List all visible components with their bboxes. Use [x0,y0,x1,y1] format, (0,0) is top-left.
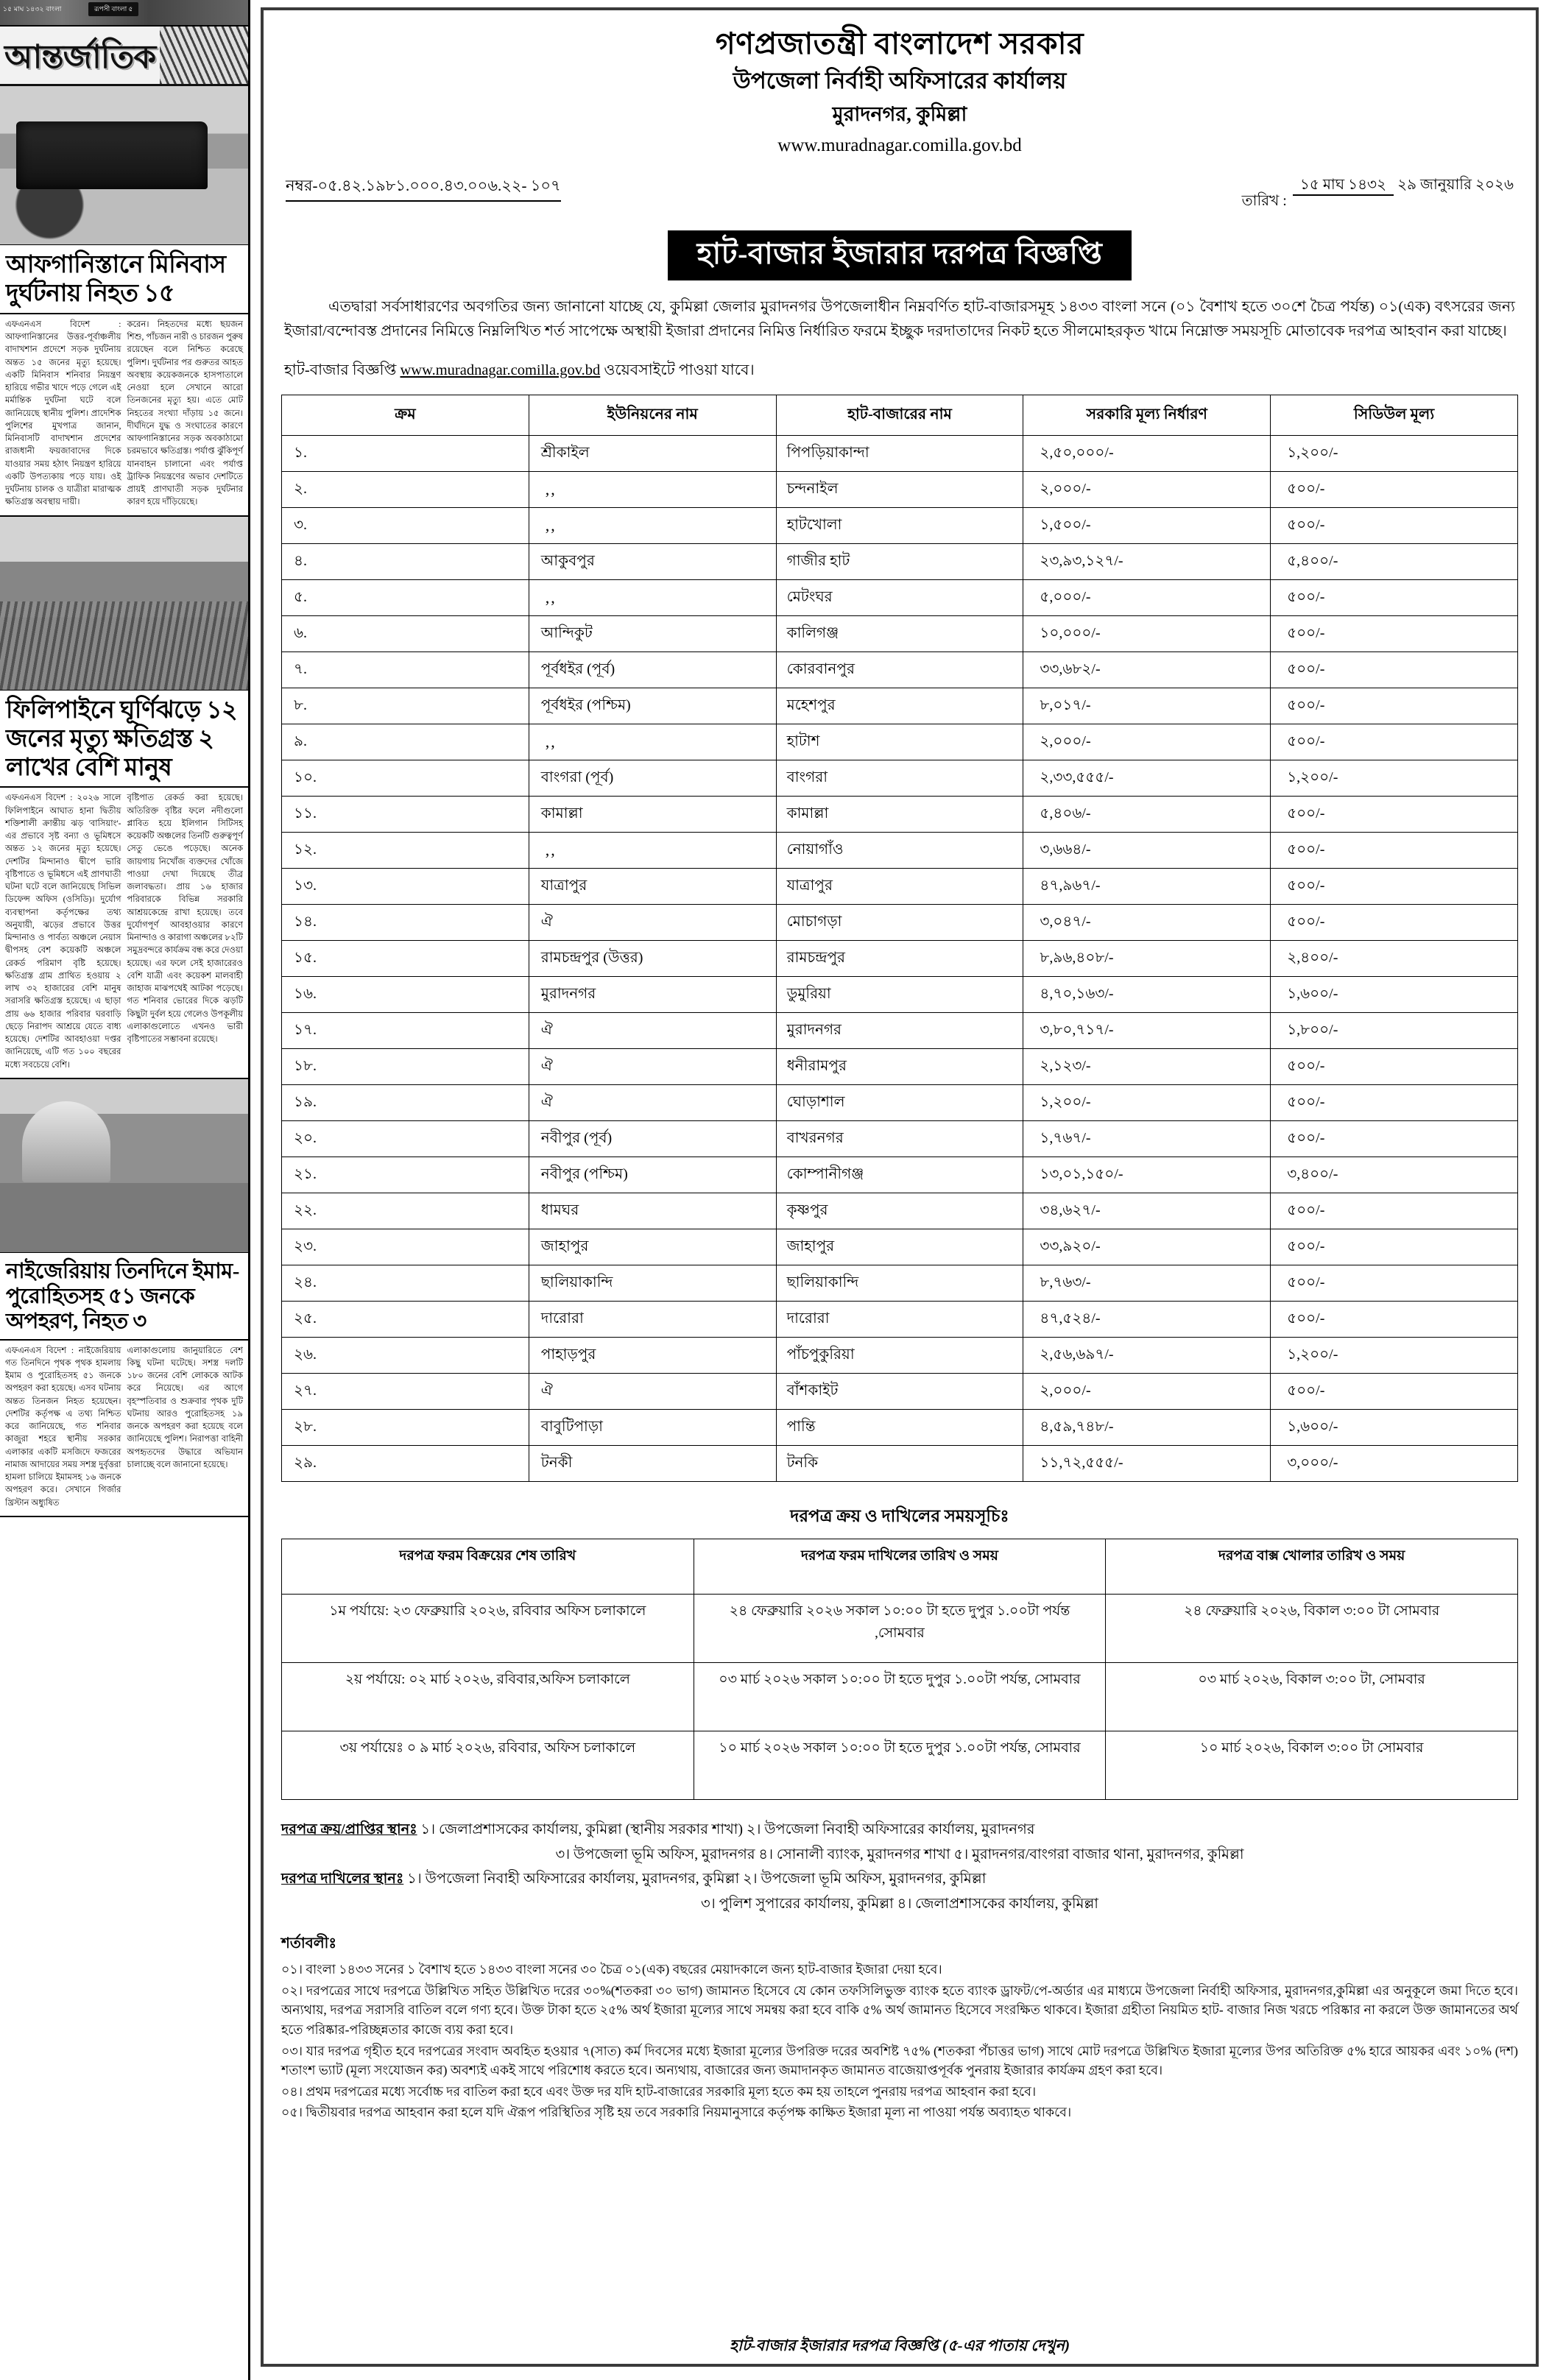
schedule-cell-submission-datetime: ০৩ মার্চ ২০২৬ সকাল ১০:০০ টা হতে দুপুর ১.০০টা পর্যন্ত, সোমবার [694,1663,1106,1731]
memo-date-gregorian: ২৯ জানুয়ারি ২০২৬ [1397,176,1514,193]
table-header-row [282,395,1518,436]
schedule-cell-sale-last-date: ১ম পর্যায়ে: ২৩ ফেব্রুয়ারি ২০২৬, রবিবার অফিস চলাকালে [282,1595,694,1663]
cell-schedule-price: ৩,০০০/- [1271,1446,1518,1482]
cell-serial: ২৪. [282,1265,529,1302]
cell-serial: ২. [282,472,529,508]
table-row [282,1157,1518,1193]
news-photo-3 [0,1079,248,1253]
news-body-3-col-1: এফএনএস বিদেশ : নাইজেরিয়ায় গত তিনদিনে পৃথক পৃথক হামলায় ইমাম ও পুরোহিতসহ ৫১ জনকে অপহরণ করা হয়েছে। এসব ঘটনায় অন্তত তিনজন নিহত হয়েছেন। দেশটির কর্তৃপক্ষ এ তথ্য নিশ্চিত করে জানিয়েছে, গত শনিবার কাজুরা শহরে স্থানীয় সরকার এলাকার একটি মসজিদে ফজরের নামাজ আদায়ের সময় সশস্ত্র দুর্বৃত্তরা হামলা চালিয়ে ইমামসহ ১৬ জনকে অপহরণ করে। সেখানে গির্জার খ্রিস্টান অধ্যুষিত [5,1346,121,1508]
schedule-cell-sale-last-date: ২য় পর্যায়ে: ০২ মার্চ ২০২৬, রবিবার,অফিস চলাকালে [282,1663,694,1731]
cell-govt-price: ৮,৯৬,৪০৮/- [1023,941,1271,977]
cell-govt-price: ৪৭,৯৬৭/- [1023,869,1271,905]
cell-schedule-price: ১,৮০০/- [1271,1013,1518,1049]
cell-union: জাহাপুর [529,1229,776,1265]
cell-bazar: কালিগঞ্জ [776,616,1023,652]
submit-places-label: দরপত্র দাখিলের স্থানঃ [281,1871,404,1888]
cell-bazar: যাত্রাপুর [776,869,1023,905]
schedule-table-body [282,1595,1518,1800]
news-body-2 [0,788,248,1079]
table-row [282,580,1518,616]
cell-bazar: টনকি [776,1446,1023,1482]
cell-union: ,, [529,508,776,544]
cell-bazar: হাটখোলা [776,508,1023,544]
news-body-3 [0,1341,248,1517]
buy-places-text-1: ১। জেলাপ্রশাসকের কার্যালয়, কুমিল্লা (স্থানীয় সরকার শাখা) ২। উপজেলা নিবাহী অফিসারের কার্যালয়, মুরাদনগর [420,1822,1035,1838]
cell-union: ,, [529,580,776,616]
cell-bazar: জাহাপুর [776,1229,1023,1265]
cell-bazar: দারোরা [776,1302,1023,1338]
cell-serial: ১০. [282,760,529,797]
schedule-cell-submission-datetime: ১০ মার্চ ২০২৬ সকাল ১০:০০ টা হতে দুপুর ১.০০টা পর্যন্ত, সোমবার [694,1731,1106,1800]
cell-govt-price: ২,৫৬,৬৯৭/- [1023,1338,1271,1374]
news-headline-1: আফগানিস্তানে মিনিবাস দুর্ঘটনায় নিহত ১৫ [0,245,248,314]
cell-schedule-price: ২,৪০০/- [1271,941,1518,977]
conditions-heading: শর্তাবলীঃ [281,1935,337,1952]
government-header [281,24,1518,162]
table-row [282,1013,1518,1049]
cell-govt-price: ৮,৭৬৩/- [1023,1265,1271,1302]
buy-places-line-1 [281,1818,1518,1843]
cell-serial: ৭. [282,652,529,688]
cell-govt-price: ৫,৪০৬/- [1023,797,1271,833]
th-govt-price: সরকারি মূল্য নির্ধারণ [1023,395,1271,436]
govt-website-url[interactable]: www.muradnagar.comilla.gov.bd [777,135,1022,156]
cell-bazar: পিপড়িয়াকান্দা [776,436,1023,472]
cell-union: ঐ [529,905,776,941]
th-form-submission-date: দরপত্র ফরম দাখিলের তারিখ ও সময় [694,1539,1106,1595]
news-body-1-col-1: এফএনএস বিদেশ : আফগানিস্তানের উত্তর-পূর্বাঞ্চলীয় বাদাখশান প্রদেশে সড়ক দুর্ঘটনায় অন্তত ১৫ জনের মৃত্যু হয়েছে। একটি মিনিবাস শনিবার নিয়ন্ত্রণ হারিয়ে গভীর খাদে পড়ে গেলে এই মর্মান্তিক দুর্ঘটনা ঘটে বলে জানিয়েছে স্থানীয় পুলিশ। প্রাদেশিক পুলিশের মুখপাত্র জানান, মিনিবাসটি বাদাখশান প্রদেশের রাজধানী ফয়জাবাদের দিকে যাওয়ার সময় হঠাৎ নিয়ন্ত্রণ হারিয়ে একটি উপত্যকায় পড়ে যায়। ওই দুর্ঘটনায় চালক ও যাত্রীরা মারাত্মক ক্ষতিগ্রস্ত অবস্থায় দায়ী। [5,319,121,507]
condition-item: ০৪। প্রথম দরপত্রের মধ্যে সর্বোচ্চ দর বাতিল করা হবে এবং উক্ত দর যদি হাট-বাজারের সরকারি মূল্য হতে কম হয় তাহলে পুনরায় দরপত্র আহবান করা হবে। [281,2083,1037,2099]
cell-union: ধামঘর [529,1193,776,1229]
cell-bazar: ঘোড়াশাল [776,1085,1023,1121]
schedule-table-head [282,1539,1518,1595]
cell-bazar: ধনীরামপুর [776,1049,1023,1085]
cell-schedule-price: ৫০০/- [1271,833,1518,869]
schedule-cell-sale-last-date: ৩য় পর্যায়েঃ ০ ৯ মার্চ ২০২৬, রবিবার, অফিস চলাকালে [282,1731,694,1800]
condition-item: ০১। বাংলা ১৪৩৩ সনের ১ বৈশাখ হতে ১৪৩৩ বাংলা সনের ৩০ চৈত্র ০১(এক) বছরের মেয়াদকালে জন্য হাট-বাজার ইজারা দেয়া হবে। [281,1962,942,1977]
table-row [282,869,1518,905]
cell-serial: ২৮. [282,1410,529,1446]
cell-schedule-price: ৫০০/- [1271,1085,1518,1121]
buy-places-label: দরপত্র ক্রয়/প্রাপ্তির স্থানঃ [281,1822,417,1838]
schedule-cell-opening-datetime: ২৪ ফেব্রুয়ারি ২০২৬, বিকাল ৩:০০ টা সোমবার [1106,1595,1518,1663]
cell-serial: ২৬. [282,1338,529,1374]
cell-union: যাত্রাপুর [529,869,776,905]
table-row [282,941,1518,977]
cell-union: কামাল্লা [529,797,776,833]
cell-union: নবীপুর (পশ্চিম) [529,1157,776,1193]
cell-schedule-price: ৫০০/- [1271,724,1518,760]
news-body-2-col-2: বৃষ্টিপাত রেকর্ড করা হয়েছে। অতিরিক্ত বৃষ্টির ফলে নদীগুলো প্লাবিত হয়ে ইলিগান সিটিসহ কয়েকটি অঞ্চলের তিনটি গুরুত্বপূর্ণ সেতু ভেঙে পড়েছে। অনেক জায়গায় নিখোঁজ ব্যক্তদের খোঁজে পাওয়া দেখা দিয়েছে তীব্র জলাবদ্ধতা। প্রায় ১৬ হাজার পরিবারকে বিভিন্ন সরকারি আশ্রয়কেন্দ্রে রাখা হয়েছে। তবে দুর্যোগপূর্ণ আবহাওয়ার কারণে মিনান্দাও ও কারাগা অঞ্চলের ৮২টি সমুদ্রবন্দরে কার্যক্রম বন্ধ করে দেওয়া হয়েছে। এর ফলে সেই হাজারেরও বেশি যাত্রী এবং কয়েকশ মালবাহী জাহাজ মাঝপথেই আটকা পড়েছে। গত শনিবার ভোরের দিকে ঝড়টি কিছুটা দুর্বল হয়ে গেলেও উপকূলীয় এলাকাগুলোতে এখনও ভারী বৃষ্টিপাতের সম্ভাবনা রয়েছে। [127,794,243,1045]
cell-bazar: মোচাগড়া [776,905,1023,941]
cell-govt-price: ১৩,০১,১৫০/- [1023,1157,1271,1193]
cell-govt-price: ২,০০০/- [1023,1374,1271,1410]
table-row [282,1193,1518,1229]
cell-schedule-price: ১,৬০০/- [1271,977,1518,1013]
schedule-row [282,1731,1518,1800]
cell-bazar: কোম্পানীগঞ্জ [776,1157,1023,1193]
cell-union: ,, [529,833,776,869]
cell-govt-price: ৮,০১৭/- [1023,688,1271,724]
schedule-header-row [282,1539,1518,1595]
submit-places-text-1: ১। উপজেলা নিবাহী অফিসারের কার্যালয়, মুরাদনগর, কুমিল্লা ২। উপজেলা ভূমি অফিস, মুরাদনগর, কুমিল্লা [407,1871,987,1888]
cell-serial: ১৩. [282,869,529,905]
table-row [282,472,1518,508]
cell-govt-price: ২,৫০,০০০/- [1023,436,1271,472]
news-photo-1 [0,86,248,245]
cell-schedule-price: ৫,৪০০/- [1271,544,1518,580]
cell-schedule-price: ৫০০/- [1271,1265,1518,1302]
tender-notice-box [261,7,1539,2367]
th-form-sale-last-date: দরপত্র ফরম বিক্রয়ের শেষ তারিখ [282,1539,694,1595]
cell-govt-price: ১,৫০০/- [1023,508,1271,544]
submit-places-line-2: ৩। পুলিশ সুপারের কার্যালয়, কুমিল্লা ৪। জেলাপ্রশাসকের কার্যালয়, কুমিল্লা [701,1896,1098,1912]
cell-schedule-price: ৩,৪০০/- [1271,1157,1518,1193]
news-body-1-col-2: করেন। নিহতদের মধ্যে ছয়জন শিশু, পাঁচজন নারী ও চারজন পুরুষ রয়েছেন বলে নিশ্চিত করেছে পুলিশ। দুর্ঘটনার পর গুরুতর আহত অবস্থায় কয়েকজনকে হাসপাতালে নেওয়া হলে সেখানে আরো তিনজনের মৃত্যু হয়। এতে মোট নিহতের সংখ্যা দাঁড়ায় ১৫ জনে। দীর্ঘদিনে যুদ্ধ ও সংঘাতের কারণে আফগানিস্তানের সড়ক অবকাঠামো চরমভাবে ক্ষতিগ্রস্ত। পর্যাপ্ত ঝুঁকিপূর্ণ যানবাহন চালানো এবং পর্যাপ্ত ট্রাফিক নিয়ন্ত্রণের অভাব দেশটিতে প্রায়ই প্রাণঘাতী সড়ক দুর্ঘটনার কারণ হয়ে দাঁড়িয়েছে। [127,319,243,507]
table-row [282,616,1518,652]
cell-union: পাহাড়পুর [529,1338,776,1374]
cell-schedule-price: ৫০০/- [1271,1374,1518,1410]
cell-schedule-price: ৫০০/- [1271,580,1518,616]
cell-serial: ৪. [282,544,529,580]
cell-union: বাংগরা (পূর্ব) [529,760,776,797]
submit-places-line-1 [281,1867,1518,1892]
cell-union: আন্দিকুট [529,616,776,652]
cell-schedule-price: ৫০০/- [1271,652,1518,688]
cell-serial: ৬. [282,616,529,652]
th-union-name: ইউনিয়নের নাম [529,395,776,436]
schedule-cell-opening-datetime: ০৩ মার্চ ২০২৬, বিকাল ৩:০০ টা, সোমবার [1106,1663,1518,1731]
cell-bazar: হাটাশ [776,724,1023,760]
cell-serial: ২৫. [282,1302,529,1338]
cell-union: পূর্বধইর (পশ্চিম) [529,688,776,724]
cell-schedule-price: ৫০০/- [1271,616,1518,652]
masthead-page-chip: রূপসী বাংলা ৫ [88,2,138,16]
cell-schedule-price: ৫০০/- [1271,1229,1518,1265]
cell-bazar: কোরবানপুর [776,652,1023,688]
cell-bazar: ডুমুরিয়া [776,977,1023,1013]
cell-govt-price: ৪,৫৯,৭৪৮/- [1023,1410,1271,1446]
conditions-list [281,1960,1518,2122]
buy-places-line-2: ৩। উপজেলা ভূমি অফিস, মুরাদনগর ৪। সোনালী ব্যাংক, মুরাদনগর শাখা ৫। মুরাদনগর/বাংগরা বাজার থানা, মুরাদনগর, কুমিল্লা [555,1846,1244,1862]
th-box-opening-date: দরপত্র বাক্স খোলার তারিখ ও সময় [1106,1539,1518,1595]
hat-bazar-table-head [282,395,1518,436]
hat-bazar-table [281,395,1518,1482]
flags-decoration-icon [160,27,248,84]
cell-govt-price: ৪,৭০,১৬৩/- [1023,977,1271,1013]
memo-number: নম্বর-০৫.৪২.১৯৮১.০০০.৪৩.০০৬.২২- ১০৭ [286,174,561,202]
cell-govt-price: ২,০০০/- [1023,724,1271,760]
table-row [282,724,1518,760]
cell-govt-price: ৪৭,৫২৪/- [1023,1302,1271,1338]
table-row [282,977,1518,1013]
memo-row [281,174,1518,214]
cell-union: ঐ [529,1013,776,1049]
cell-govt-price: ১,৭৬৭/- [1023,1121,1271,1157]
condition-item: ০৫। দ্বিতীয়বার দরপত্র আহবান করা হলে যদি ঐরূপ পরিস্থিতির সৃষ্টি হয় তবে সরকারি নিয়মানুসারে কর্তৃপক্ষ কাক্ষিত ইজারা মূল্য না পাওয়া পর্যন্ত অব্যাহত থাকবে। [281,2105,1072,2120]
schedule-row [282,1595,1518,1663]
table-row [282,1302,1518,1338]
cell-bazar: নোয়াগাঁও [776,833,1023,869]
news-body-3-col-2: এলাকাগুলোয় জানুয়ারিতে বেশ কিছু ঘটনা ঘটেছে। সশস্ত্র দলটি ১৮০ জনের বেশি লোককে আটক করে নিয়েছে। এর আগে বৃহস্পতিবার ও শুক্রবার পৃথক দুটি ঘটনায় আরও পুরোহিতসহ ১৯ জনকে অপহরণ করা হয়েছে বলে জানিয়েছে পুলিশ। নিরাপত্তা বাহিনী অপহৃতদের উদ্ধারে অভিযান চালাচ্ছে বলে জানানো হয়েছে। [127,1346,243,1469]
cell-serial: ১৫. [282,941,529,977]
table-row [282,1374,1518,1410]
cell-serial: ১১. [282,797,529,833]
intro-text: এতদ্বারা সর্বসাধারণের অবগতির জন্য জানানো যাচ্ছে যে, কুমিল্লা জেলার মুরাদনগর উপজেলাধীন নিম্নবর্ণিত হাট-বাজারসমূহ ১৪৩৩ বাংলা সনে (০১ বৈশাখ হতে ৩০শে চৈত্র পর্যন্ত) ০১(এক) বৎসরের জন্য ইজারা/বন্দোবস্ত প্রদানের নিমিত্তে নিম্নলিখিত শর্ত সাপেক্ষে অস্থায়ী ইজারা প্রদানের নিমিত্ত নির্ধারিত ফরমে ইচ্ছুক দরদাতাদের নিকট হতে সীলমোহরকৃত খামে নিম্নোক্ত সময়সূচি মোতাবেক দরপত্র আহবান করা যাচ্ছে। [284,298,1515,339]
cell-serial: ২৯. [282,1446,529,1482]
cell-govt-price: ২৩,৯৩,১২৭/- [1023,544,1271,580]
condition-item: ০৩। যার দরপত্র গৃহীত হবে দরপত্রের সংবাদ অবহিত হওয়ার ৭(সাত) কর্ম দিবসের মধ্যে ইজারা মূল্যের উপরিক্ত দরের অবশিষ্ট ৭৫% (শতকরা পঁচাত্তর ভাগ) সাথে মোট দরপত্রে উল্লিখিত ইজারা মূল্যের উপর অতিরিক্ত ৫% হারে আয়কর এবং ১০% (দশ) শতাংশ ভ্যাট (মূল্য সংযোজন কর) অবশ্যই একই সাথে পরিশোধ করতে হবে। অন্যথায়, বাজারের জন্য জমাদানকৃত জামানত বাজেয়াপ্তপূর্বক পুনরায় ইজারার কার্যক্রম গ্রহণ করা হবে। [281,2043,1518,2078]
cell-union: দারোরা [529,1302,776,1338]
cell-govt-price: ৫,০০০/- [1023,580,1271,616]
cell-serial: ১৯. [282,1085,529,1121]
cell-union: ,, [529,472,776,508]
cell-schedule-price: ৫০০/- [1271,472,1518,508]
cell-serial: ৩. [282,508,529,544]
cell-schedule-price: ৫০০/- [1271,797,1518,833]
memo-date-stack [1293,174,1514,198]
cell-union: মুরাদনগর [529,977,776,1013]
cell-union: টনকী [529,1446,776,1482]
cell-govt-price: ৩,৬৬৪/- [1023,833,1271,869]
cell-union: নবীপুর (পূর্ব) [529,1121,776,1157]
table-row [282,544,1518,580]
cell-schedule-price: ৫০০/- [1271,1302,1518,1338]
cell-serial: ২২. [282,1193,529,1229]
cell-govt-price: ৩৩,৬৮২/- [1023,652,1271,688]
schedule-section-title: দরপত্র ক্রয় ও দাখিলের সময়সূচিঃ [790,1507,1009,1526]
cell-govt-price: ২,১২৩/- [1023,1049,1271,1085]
govt-title-line-3: মুরাদনগর, কুমিল্লা [832,102,967,125]
cell-union: শ্রীকাইল [529,436,776,472]
cell-bazar: মহেশপুর [776,688,1023,724]
cell-union: আকুবপুর [529,544,776,580]
cell-schedule-price: ৫০০/- [1271,508,1518,544]
cell-serial: ২৭. [282,1374,529,1410]
cell-serial: ২১. [282,1157,529,1193]
cell-bazar: বাখরনগর [776,1121,1023,1157]
news-headline-3: নাইজেরিয়ায় তিনদিনে ইমাম-পুরোহিতসহ ৫১ জনকে অপহরণ, নিহত ৩ [0,1253,248,1341]
cell-bazar: চন্দনাইল [776,472,1023,508]
news-photo-2 [0,517,248,691]
schedule-table [281,1539,1518,1800]
table-row [282,1229,1518,1265]
masthead-bar [0,0,248,27]
cell-govt-price: ১০,০০০/- [1023,616,1271,652]
table-row [282,688,1518,724]
cell-schedule-price: ৫০০/- [1271,1121,1518,1157]
table-row [282,833,1518,869]
cell-schedule-price: ১,২০০/- [1271,436,1518,472]
notice-title-banner: হাট-বাজার ইজারার দরপত্র বিজ্ঞপ্তি [668,230,1132,280]
places-section [281,1818,1518,1916]
cell-schedule-price: ৫০০/- [1271,1193,1518,1229]
advertisement-column [250,0,1549,2380]
cell-schedule-price: ১,৬০০/- [1271,1410,1518,1446]
cell-union: রামচন্দ্রপুর (উত্তর) [529,941,776,977]
govt-title-line-2: উপজেলা নির্বাহী অফিসারের কার্যালয় [733,68,1067,94]
cell-schedule-price: ১,২০০/- [1271,1338,1518,1374]
cell-bazar: মুরাদনগর [776,1013,1023,1049]
table-row [282,1121,1518,1157]
table-row [282,1446,1518,1482]
cell-govt-price: ৩৪,৬২৭/- [1023,1193,1271,1229]
cell-serial: ২৩. [282,1229,529,1265]
cell-union: ঐ [529,1085,776,1121]
table-row [282,1085,1518,1121]
cell-serial: ১৪. [282,905,529,941]
schedule-cell-opening-datetime: ১০ মার্চ ২০২৬, বিকাল ৩:০০ টা সোমবার [1106,1731,1518,1800]
cell-union: ছালিয়াকান্দি [529,1265,776,1302]
cell-bazar: পান্তি [776,1410,1023,1446]
th-schedule-price: সিডিউল মূল্য [1271,395,1518,436]
cell-bazar: বাঁশকাইট [776,1374,1023,1410]
cell-serial: ৮. [282,688,529,724]
cell-bazar: কৃষ্ণপুর [776,1193,1023,1229]
cell-serial: ১৮. [282,1049,529,1085]
memo-date-bengali: ১৫ মাঘ ১৪৩২ [1293,177,1394,196]
schedule-row [282,1663,1518,1731]
cell-govt-price: ৩৩,৯২০/- [1023,1229,1271,1265]
table-row [282,797,1518,833]
intro2-suffix: ওয়েবসাইটে পাওয়া যাবে। [600,361,755,378]
news-body-1 [0,314,248,517]
intro2-prefix: হাট-বাজার বিজ্ঞপ্তি [284,361,401,378]
cell-schedule-price: ৫০০/- [1271,688,1518,724]
cell-serial: ১২. [282,833,529,869]
masthead-date: ১৫ মাঘ ১৪৩২ বাংলা [3,5,62,13]
cell-govt-price: ১,২০০/- [1023,1085,1271,1121]
cell-bazar: ছালিয়াকান্দি [776,1265,1023,1302]
cell-bazar: বাংগরা [776,760,1023,797]
table-row [282,508,1518,544]
table-row [282,760,1518,797]
notice-intro-paragraph-2 [281,359,1518,383]
continuation-reference: হাট-বাজার ইজারার দরপত্র বিজ্ঞপ্তি (৫-এর পাতায় দেখুন) [729,2337,1070,2354]
cell-bazar: গাজীর হাট [776,544,1023,580]
cell-bazar: কামাল্লা [776,797,1023,833]
table-row [282,436,1518,472]
th-bazar-name: হাট-বাজারের নাম [776,395,1023,436]
table-row [282,652,1518,688]
cell-union: ঐ [529,1374,776,1410]
cell-govt-price: ২,০০০/- [1023,472,1271,508]
table-row [282,1049,1518,1085]
cell-govt-price: ৩,৮০,৭১৭/- [1023,1013,1271,1049]
cell-schedule-price: ৫০০/- [1271,905,1518,941]
th-serial: ক্রম [282,395,529,436]
table-row [282,1265,1518,1302]
news-headline-2: ফিলিপাইনে ঘূর্ণিঝড়ে ১২ জনের মৃত্যু ক্ষতিগ্রস্ত ২ লাখের বেশি মানুষ [0,691,248,788]
cell-bazar: রামচন্দ্রপুর [776,941,1023,977]
cell-govt-price: ২,৩৩,৫৫৫/- [1023,760,1271,797]
govt-title-line-1: গণপ্রজাতন্ত্রী বাংলাদেশ সরকার [715,27,1084,60]
table-row [282,1338,1518,1374]
cell-serial: ৯. [282,724,529,760]
schedule-cell-submission-datetime: ২৪ ফেব্রুয়ারি ২০২৬ সকাল ১০:০০ টা হতে দুপুর ১.০০টা পর্যন্ত ,সোমবার [694,1595,1106,1663]
cell-serial: ১৬. [282,977,529,1013]
cell-union: বাবুটিপাড়া [529,1410,776,1446]
cell-bazar: মেটংঘর [776,580,1023,616]
cell-serial: ২০. [282,1121,529,1157]
cell-union: ,, [529,724,776,760]
cell-schedule-price: ৫০০/- [1271,869,1518,905]
cell-serial: ১. [282,436,529,472]
cell-schedule-price: ১,২০০/- [1271,760,1518,797]
cell-union: ঐ [529,1049,776,1085]
cell-schedule-price: ৫০০/- [1271,1049,1518,1085]
condition-item: ০২। দরপত্রের সাথে দরপত্রে উল্লিখিত সহিত উল্লিখিত দরের ৩০%(শতকরা ৩০ ভাগ) জামানত হিসেবে যে কোন তফসিলিভুক্ত ব্যাংক হতে ব্যাংক ড্রাফট/পে-অর্ডার এর মাধ্যমে উপজেলা নির্বাহী অফিসার, মুরাদনগর,কুমিল্লা এর অনুকূলে জমা দিতে হবে। অন্যথায়, দরপত্র সরাসরি বাতিল বলে গণ্য হবে। উক্ত টাকা হতে ২৫% অর্থ ইজারা মূল্যের সাথে সমন্বয় করা হবে বাকি ৫% অর্থ জামানত হিসেবে সংরক্ষিত থাকবে। ইজারা গ্রহীতা নিয়মিত হাট- বাজার নিজ খরচে পরিষ্কার না করলে উক্ত জামানতের অর্থ হতে পরিষ্কার-পরিচ্ছন্নতার কাজে ব্যয় করা হবে। [281,1982,1518,2038]
news-body-2-col-1: এফএনএস বিদেশ : ২০২৬ সালে ফিলিপাইনে আঘাত হানা দ্বিতীয় শক্তিশালী ক্রান্তীয় ঝড় 'বাসিয়াং'-এর প্রভাবে সৃষ্ট বন্যা ও ভূমিধসে অন্তত ১২ জনের মৃত্যু হয়েছে। দেশটির মিন্দানাও দ্বীপে ভারি বৃষ্টিপাতে ও ভূমিধসে এই প্রাণঘাতী ঘটনা ঘটে বলে জানিয়েছে সিভিল ডিফেন্স অফিস (ওসিডি)। দুর্যোগ ব্যবস্থাপনা কর্তৃপক্ষের তথ্য অনুযায়ী, ঝড়ের প্রভাবে উত্তর মিন্দানাও ও পার্বত্য অঞ্চলে নেয়াস দ্বীপসহ বেশ কয়েকটি অঞ্চলে রেকর্ড পরিমাণ বৃষ্টি হয়েছে। ক্ষতিগ্রস্ত গ্রাম প্রাথিত হওয়ায় ২ লাখ ৩২ হাজারের বেশি মানুষ সরাসরি ক্ষতিগ্রস্ত হয়েছে। এ ছাড়া প্রায় ৬৬ হাজার পরিবার ঘরবাড়ি ছেড়ে নিরাপদ আশ্রয়ে যেতে বাধ্য হয়েছে। দেশটির আবহাওয়া দপ্তর জানিয়েছে, এটি গত ১০০ বছরের মধ্যে সবচেয়ে বেশি। [5,794,121,1070]
cell-union: পূর্বধইর (পূর্ব) [529,652,776,688]
cell-govt-price: ১১,৭২,৫৫৫/- [1023,1446,1271,1482]
cell-bazar: পাঁচপুকুরিয়া [776,1338,1023,1374]
news-column [0,0,250,2380]
cell-serial: ১৭. [282,1013,529,1049]
intro2-url[interactable]: www.muradnagar.comilla.gov.bd [400,361,601,378]
notice-intro-paragraph [281,295,1518,344]
section-banner [0,27,248,86]
table-row [282,905,1518,941]
memo-date-block [1242,174,1514,214]
memo-date-label: তারিখ : [1241,192,1287,209]
table-row [282,1410,1518,1446]
cell-govt-price: ৩,০৪৭/- [1023,905,1271,941]
hat-bazar-table-body [282,436,1518,1482]
cell-serial: ৫. [282,580,529,616]
section-label: আন্তর্জাতিক [4,39,156,75]
